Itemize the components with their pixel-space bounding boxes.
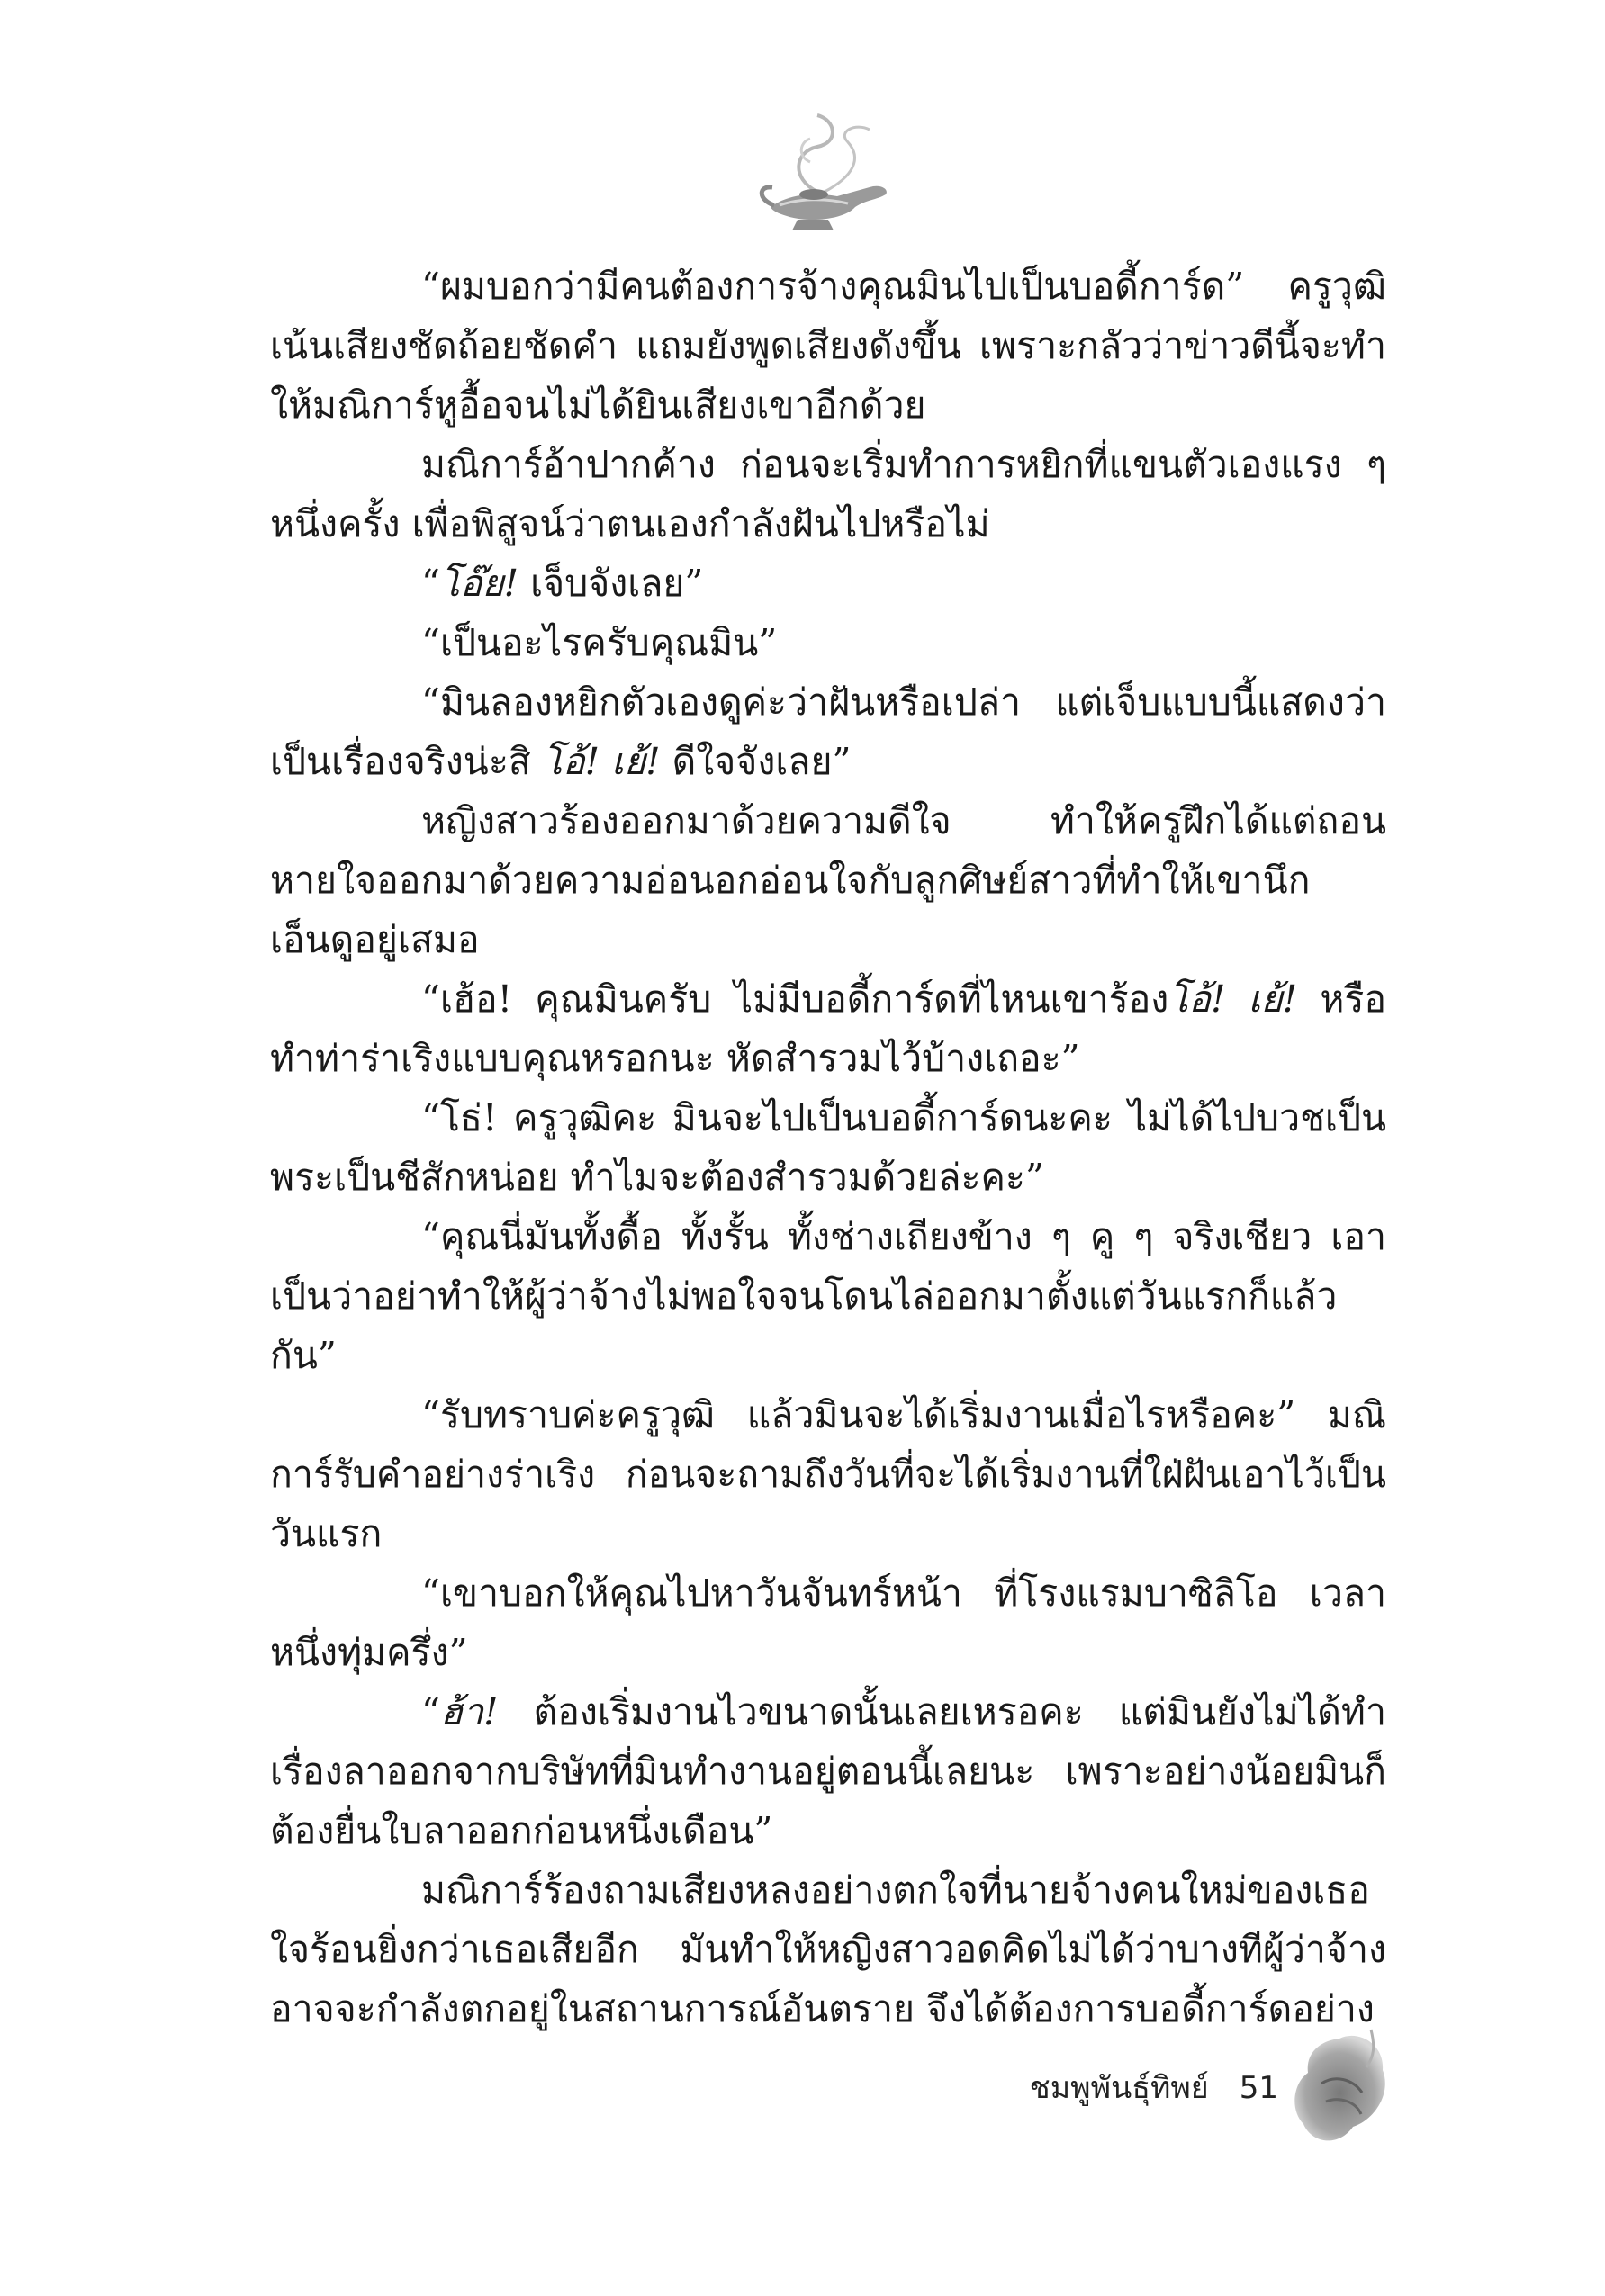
paragraph-text: “เป็นอะไรครับคุณมิน” (421, 621, 778, 664)
paragraph-text: หรือทำท่าร่าเริงแบบคุณหรอกนะ หัดสำรวมไว้บ้างเถอะ” (270, 977, 1386, 1080)
italic-exclamation: โอ้! เย้! (542, 740, 661, 783)
paragraph (270, 672, 1386, 791)
genie-lamp-icon (754, 106, 898, 241)
paragraph-text: “เฮ้อ! คุณมินครับ ไม่มีบอดี้การ์ดที่ไหนเขาร้อง (421, 977, 1169, 1021)
paragraph (270, 791, 1386, 969)
paragraph-text: เจ็บจังเลย” (518, 562, 704, 605)
paragraph-text: มณิการ์ร้องถามเสียงหลงอย่างตกใจที่นายจ้างคนใหม่ของเธอใจร้อนยิ่งกว่าเธอเสียอีก มันทำให้หญิงสาวอดคิดไม่ได้ว่าบางทีผู้ว่าจ้างอาจจะกำลังตกอยู่ในสถานการณ์อันตราย จึงได้ต้องการบอดี้การ์ดอย่าง (270, 1868, 1386, 2030)
paragraph-text: “ผมบอกว่ามีคนต้องการจ้างคุณมินไปเป็นบอดี้การ์ด” ครูวุฒิเน้นเสียงชัดถ้อยชัดคำ แถมยังพูดเสียงดังขึ้น เพราะกลัวว่าข่าวดีนี้จะทำให้มณิการ์หูอื้อจนไม่ได้ยินเสียงเขาอีกด้วย (270, 265, 1386, 427)
paragraph-text: “โธ่! ครูวุฒิคะ มินจะไปเป็นบอดี้การ์ดนะคะ ไม่ได้ไปบวชเป็นพระเป็นชีสักหน่อย ทำไมจะต้องสำรวมด้วยล่ะคะ” (270, 1096, 1386, 1199)
paragraph (270, 1682, 1386, 1860)
paragraph-text: “รับทราบค่ะครูวุฒิ แล้วมินจะได้เริ่มงานเมื่อไรหรือคะ” มณิการ์รับคำอย่างร่าเริง ก่อนจะถามถึงวันที่จะได้เริ่มงานที่ใฝ่ฝันเอาไว้เป็นวันแรก (270, 1393, 1386, 1555)
paragraph-text: “ (421, 562, 440, 605)
paragraph (270, 1207, 1386, 1385)
paragraph (270, 1860, 1386, 2039)
paragraph (270, 1385, 1386, 1563)
paragraph (270, 257, 1386, 435)
paragraph-text: “ (421, 1690, 440, 1733)
paragraph-text: “เขาบอกให้คุณไปหาวันจันทร์หน้า ที่โรงแรมบาซิลิโอ เวลาหนึ่งทุ่มครึ่ง” (270, 1571, 1386, 1674)
paragraph (270, 613, 1386, 672)
paragraph (270, 1088, 1386, 1207)
paragraph-text: “คุณนี่มันทั้งดื้อ ทั้งรั้น ทั้งช่างเถียงข้าง ๆ คู ๆ จริงเชียว เอาเป็นว่าอย่าทำให้ผู้ว่าจ้างไม่พอใจจนโดนไล่ออกมาตั้งแต่วันแรกก็แล้วกัน” (270, 1215, 1386, 1377)
paragraph (270, 435, 1386, 554)
decorative-flower-icon (1285, 2021, 1393, 2156)
paragraph (270, 1563, 1386, 1682)
italic-exclamation: ฮ้า! (439, 1690, 499, 1733)
paragraph-text: หญิงสาวร้องออกมาด้วยความดีใจ ทำให้ครูฝึกได้แต่ถอนหายใจออกมาด้วยความอ่อนอกอ่อนใจกับลูกศิษย์สาวที่ทำให้เขานึกเอ็นดูอยู่เสมอ (270, 799, 1386, 961)
page-number: 51 (1239, 2070, 1278, 2106)
page-footer (1017, 2061, 1278, 2115)
paragraph (270, 554, 1386, 613)
page-body-text (270, 257, 1386, 2039)
paragraph-text: ดีใจจังเลย” (660, 740, 852, 783)
paragraph (270, 969, 1386, 1088)
italic-exclamation: โอ้! เย้! (1168, 977, 1298, 1021)
paragraph-text: “มินลองหยิกตัวเองดูค่ะว่าฝันหรือเปล่า แต่เจ็บแบบนี้แสดงว่าเป็นเรื่องจริงน่ะสิ (270, 680, 1386, 783)
paragraph-text: มณิการ์อ้าปากค้าง ก่อนจะเริ่มทำการหยิกที่แขนตัวเองแรง ๆ หนึ่งครั้ง เพื่อพิสูจน์ว่าตนเองกำลังฝันไปหรือไม่ (270, 443, 1386, 545)
paragraph-text: ต้องเริ่มงานไวขนาดนั้นเลยเหรอคะ แต่มินยังไม่ได้ทำเรื่องลาออกจากบริษัทที่มินทำงานอยู่ตอนนี้เลยนะ เพราะอย่างน้อยมินก็ต้องยื่นใบลาออกก่อนหนึ่งเดือน” (270, 1690, 1386, 1852)
italic-exclamation: โอ๊ย! (439, 562, 519, 605)
book-title: ชมพูพันธุ์ทิพย์ (1029, 2070, 1209, 2106)
